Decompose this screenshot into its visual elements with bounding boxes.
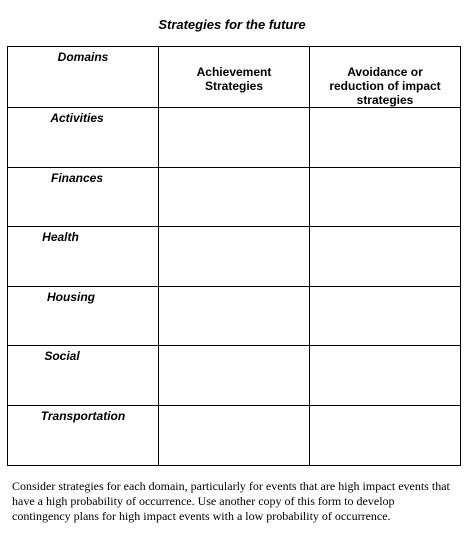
- cell-achievement-social[interactable]: [159, 346, 310, 406]
- table-row: [8, 346, 461, 406]
- cell-avoidance-housing[interactable]: [310, 286, 461, 346]
- cell-avoidance-social[interactable]: [310, 346, 461, 406]
- header-achievement-strategies: [159, 47, 310, 108]
- footer-note: Consider strategies for each domain, particularly for events that are high impact events that have a high probability of occurrence. Use another copy of this form to develop contingency plans for high impact events with a low probability of occurrence.: [12, 479, 450, 523]
- table-row: [8, 405, 461, 465]
- table-row: [8, 108, 461, 168]
- cell-achievement-activities[interactable]: [159, 108, 310, 168]
- header-domains: Domains: [8, 47, 159, 108]
- cell-avoidance-activities[interactable]: [310, 108, 461, 168]
- page-title: Strategies for the future: [158, 17, 306, 32]
- header-avoidance-label: Avoidance or reduction of impact strategies: [329, 65, 441, 107]
- cell-achievement-finances[interactable]: [159, 167, 310, 227]
- row-label-activities: Activities: [8, 108, 159, 168]
- cell-achievement-housing[interactable]: [159, 286, 310, 346]
- strategies-table: [7, 46, 461, 466]
- row-label-finances: Finances: [8, 167, 159, 227]
- table-row: [8, 227, 461, 287]
- cell-achievement-health[interactable]: [159, 227, 310, 287]
- header-achievement-label: Achievement Strategies: [196, 65, 272, 93]
- header-avoidance-strategies: [310, 47, 461, 108]
- table-row: [8, 286, 461, 346]
- row-label-health: Health: [8, 227, 159, 287]
- cell-achievement-transportation[interactable]: [159, 405, 310, 465]
- cell-avoidance-transportation[interactable]: [310, 405, 461, 465]
- table-header-row: [8, 47, 461, 108]
- row-label-housing: Housing: [8, 286, 159, 346]
- cell-avoidance-finances[interactable]: [310, 167, 461, 227]
- table-row: [8, 167, 461, 227]
- cell-avoidance-health[interactable]: [310, 227, 461, 287]
- row-label-social: Social: [8, 346, 159, 406]
- row-label-transportation: Transportation: [8, 405, 159, 465]
